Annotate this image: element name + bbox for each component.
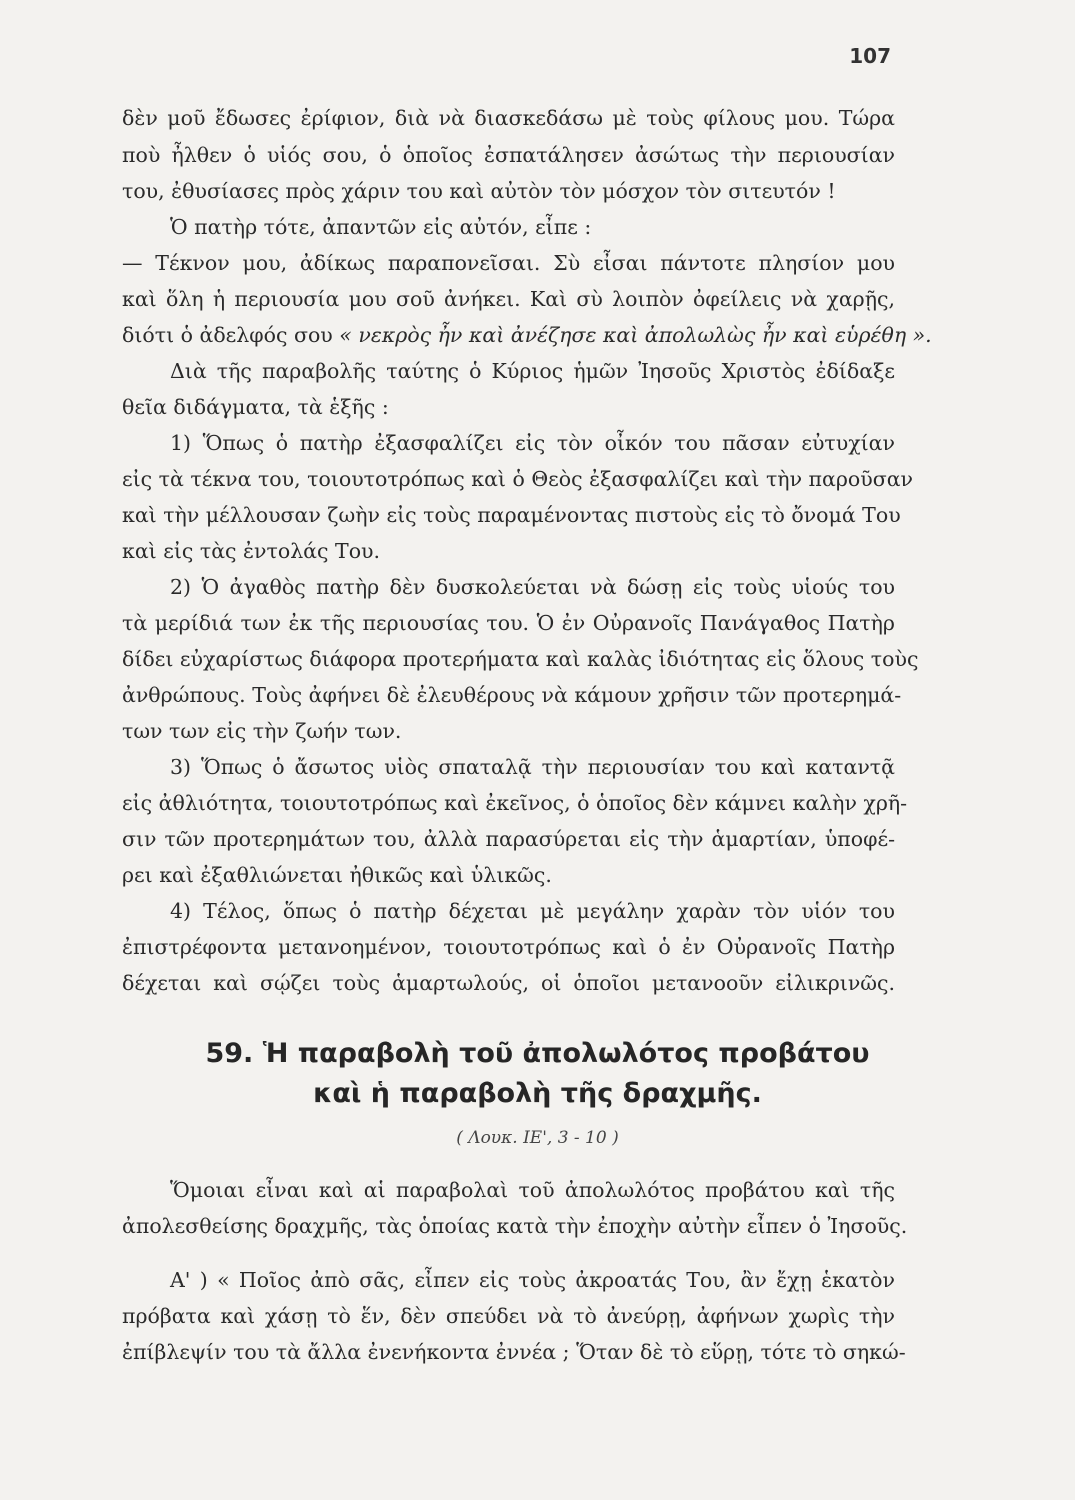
text-line: 4) Τέλος, ὅπως ὁ πατὴρ δέχεται μὲ μεγάλην χαρὰν τὸν υἱόν του [170, 899, 895, 923]
text-line: εἰς ἀθλιότητα, τοιουτοτρόπως καὶ ἐκεῖνος, ὁ ὁποῖος δὲν κάμνει καλὴν χρῆ- [122, 791, 908, 815]
text-line: Α' ) « Ποῖος ἀπὸ σᾶς, εἶπεν εἰς τοὺς ἀκροατάς Του, ἂν ἔχῃ ἑκατὸν [170, 1268, 895, 1292]
text-line: ἐπίβλεψίν του τὰ ἄλλα ἐνενήκοντα ἐννέα ; Ὅταν δὲ τὸ εὕρῃ, τότε τὸ σηκώ- [122, 1340, 906, 1364]
text-line: ἀνθρώπους. Τοὺς ἀφήνει δὲ ἐλευθέρους νὰ κάμουν χρῆσιν τῶν προτερημά- [122, 683, 902, 707]
section-title-line-2: καὶ ἡ παραβολὴ τῆς δραχμῆς. [313, 1078, 762, 1109]
text-line: ἐπιστρέφοντα μετανοημένον, τοιουτοτρόπως καὶ ὁ ἐν Οὐρανοῖς Πατὴρ [122, 935, 895, 959]
text-line: δέχεται καὶ σῴζει τοὺς ἁμαρτωλούς, οἱ ὁποῖοι μετανοοῦν εἰλικρινῶς. [122, 971, 895, 995]
text-line: καὶ εἰς τὰς ἐντολάς Του. [122, 539, 381, 563]
text-line: καὶ ὅλη ἡ περιουσία μου σοῦ ἀνήκει. Καὶ σὺ λοιπὸν ὀφείλεις νὰ χαρῇς, [122, 287, 895, 311]
text-line [122, 323, 932, 347]
text-line: 1) Ὅπως ὁ πατὴρ ἐξασφαλίζει εἰς τὸν οἶκόν του πᾶσαν εὐτυχίαν [170, 431, 895, 455]
section-title-line-1: 59. Ἡ παραβολὴ τοῦ ἀπολωλότος προβάτου [205, 1038, 870, 1069]
text-line: του, ἐθυσίασες πρὸς χάριν του καὶ αὐτὸν τὸν μόσχον τὸν σιτευτόν ! [122, 179, 836, 203]
text-line: θεῖα διδάγματα, τὰ ἑξῆς : [122, 395, 389, 419]
text-fragment: διότι ὁ ἀδελφός σου [122, 323, 333, 347]
scripture-reference: ( Λουκ. ΙΕ', 3 - 10 ) [456, 1128, 619, 1148]
text-line: Διὰ τῆς παραβολῆς ταύτης ὁ Κύριος ἡμῶν Ἰησοῦς Χριστὸς ἐδίδαξε [170, 359, 895, 383]
text-line: 3) Ὅπως ὁ ἄσωτος υἱὸς σπαταλᾷ τὴν περιουσίαν του καὶ καταντᾷ [170, 755, 895, 779]
text-line: ρει καὶ ἐξαθλιώνεται ἠθικῶς καὶ ὑλικῶς. [122, 863, 552, 887]
text-line: — Τέκνον μου, ἀδίκως παραπονεῖσαι. Σὺ εἶσαι πάντοτε πλησίον μου [122, 251, 895, 275]
text-line: πρόβατα καὶ χάσῃ τὸ ἕν, δὲν σπεύδει νὰ τὸ ἀνεύρῃ, ἀφήνων χωρὶς τὴν [122, 1304, 895, 1328]
text-line: καὶ τὴν μέλλουσαν ζωὴν εἰς τοὺς παραμένοντας πιστοὺς εἰς τὸ ὄνομά Του [122, 503, 901, 527]
text-line: δίδει εὐχαρίστως διάφορα προτερήματα καὶ καλὰς ἰδιότητας εἰς ὅλους τοὺς [122, 647, 919, 671]
text-line: ἀπολεσθείσης δραχμῆς, τὰς ὁποίας κατὰ τὴν ἐποχὴν αὐτὴν εἶπεν ὁ Ἰησοῦς. [122, 1214, 908, 1238]
text-line: Ὁ πατὴρ τότε, ἀπαντῶν εἰς αὐτόν, εἶπε : [170, 215, 592, 239]
text-line: ποὺ ἦλθεν ὁ υἱός σου, ὁ ὁποῖος ἐσπατάλησεν ἀσώτως τὴν περιουσίαν [122, 143, 895, 167]
text-line: εἰς τὰ τέκνα του, τοιουτοτρόπως καὶ ὁ Θεὸς ἐξασφαλίζει καὶ τὴν παροῦσαν [122, 467, 914, 491]
text-line: σιν τῶν προτερημάτων του, ἀλλὰ παρασύρεται εἰς τὴν ἁμαρτίαν, ὑποφέ- [122, 827, 895, 851]
text-line: τὰ μερίδιά των ἐκ τῆς περιουσίας του. Ὁ ἐν Οὐρανοῖς Πανάγαθος Πατὴρ [122, 611, 895, 635]
text-line: Ὅμοιαι εἶναι καὶ αἱ παραβολαὶ τοῦ ἀπολωλότος προβάτου καὶ τῆς [170, 1178, 895, 1202]
quote-italic: « νεκρὸς ἦν καὶ ἀνέζησε καὶ ἀπολωλὼς ἦν καὶ εὑρέθη ». [339, 323, 932, 347]
text-line: δὲν μοῦ ἔδωσες ἐρίφιον, διὰ νὰ διασκεδάσω μὲ τοὺς φίλους μου. Τώρα [122, 106, 895, 130]
page-number: 107 [849, 44, 891, 68]
text-line: των των εἰς τὴν ζωήν των. [122, 719, 402, 743]
text-line: 2) Ὁ ἀγαθὸς πατὴρ δὲν δυσκολεύεται νὰ δώσῃ εἰς τοὺς υἱούς του [170, 575, 895, 599]
